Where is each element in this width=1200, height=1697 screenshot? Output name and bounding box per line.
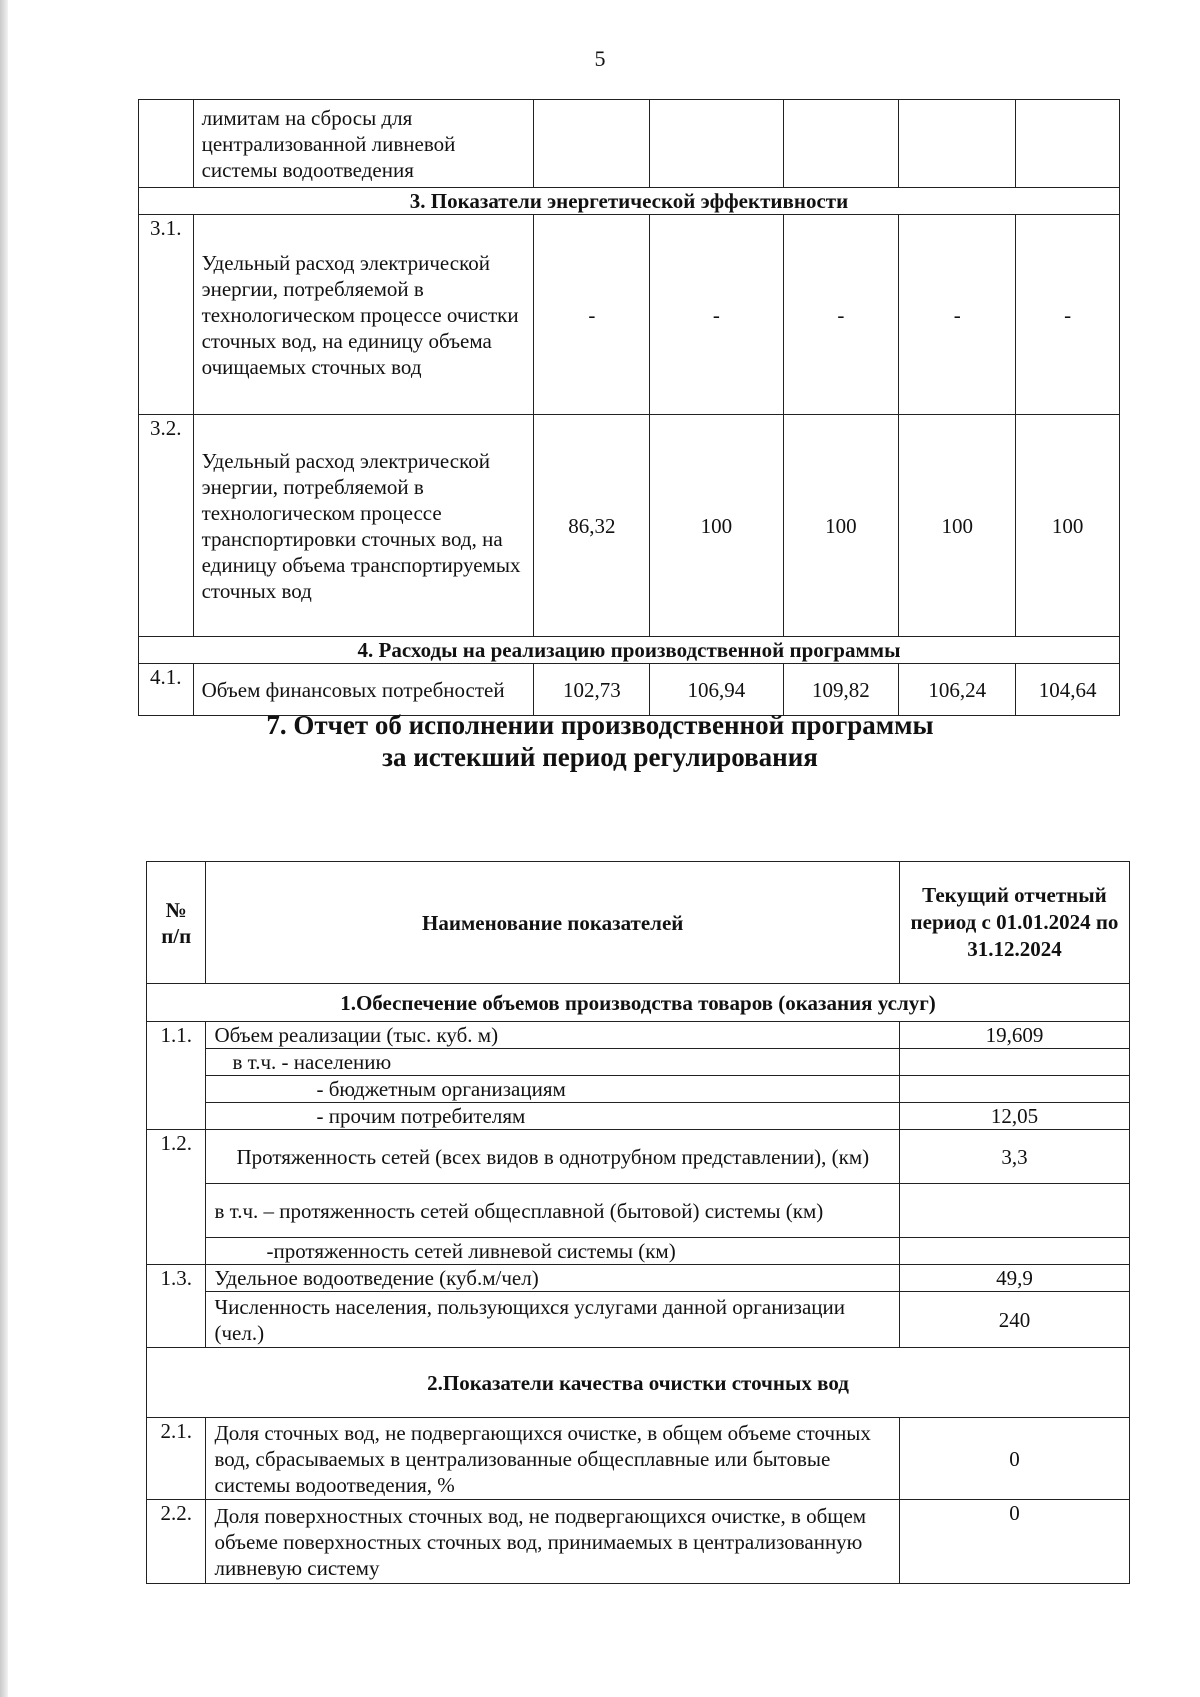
indicator-name: -протяженность сетей ливневой системы (км) (206, 1238, 899, 1265)
program-execution-report-table (146, 861, 1130, 1584)
indicator-name: Удельный расход электрической энергии, потребляемой в технологическом процессе очистки сточных вод, на единицу объема очищаемых сточных вод (193, 215, 534, 415)
table-row (147, 1049, 1130, 1076)
value-cell: - (650, 215, 783, 415)
value-cell: 100 (650, 415, 783, 637)
value-cell: - (1016, 215, 1120, 415)
row-number (139, 100, 194, 188)
table-row (147, 1292, 1130, 1348)
value-cell (650, 100, 783, 188)
value-cell (534, 100, 650, 188)
table-row (147, 1103, 1130, 1130)
indicator-value: 0 (899, 1500, 1129, 1584)
section-row (147, 984, 1130, 1022)
table-row (139, 415, 1120, 637)
row-number: 2.1. (147, 1418, 206, 1500)
indicator-name: - бюджетным организациям (206, 1076, 899, 1103)
indicator-name: Удельное водоотведение (куб.м/чел) (206, 1265, 899, 1292)
table-row (147, 1265, 1130, 1292)
value-cell: - (899, 215, 1016, 415)
indicators-table-continued (138, 99, 1120, 716)
value-cell (783, 100, 899, 188)
indicator-value (899, 1184, 1129, 1238)
value-cell (899, 100, 1016, 188)
section-row (147, 1348, 1130, 1418)
table-row (139, 100, 1120, 188)
table-row (147, 1500, 1130, 1584)
indicator-name: - прочим потребителям (206, 1103, 899, 1130)
indicator-name: Численность населения, пользующихся услугами данной организации (чел.) (206, 1292, 899, 1348)
value-cell: - (783, 215, 899, 415)
indicator-name: Объем реализации (тыс. куб. м) (206, 1022, 899, 1049)
scan-page-edge (0, 0, 8, 1697)
section-row (139, 637, 1120, 664)
indicator-value: 3,3 (899, 1130, 1129, 1184)
indicator-value: 240 (899, 1292, 1129, 1348)
section-7-title-line1: 7. Отчет об исполнении производственной программы (266, 710, 934, 740)
table-row (147, 1418, 1130, 1500)
row-number: 3.2. (139, 415, 194, 637)
table-row (147, 1022, 1130, 1049)
value-cell: 104,64 (1016, 664, 1120, 716)
section-row (139, 188, 1120, 215)
indicator-name: в т.ч. – протяженность сетей общесплавной (бытовой) системы (км) (206, 1184, 899, 1238)
indicator-name: лимитам на сбросы для централизованной ливневой системы водоотведения (193, 100, 534, 188)
row-number: 1.2. (147, 1130, 206, 1265)
table-row (147, 1238, 1130, 1265)
section-title: 3. Показатели энергетической эффективности (139, 188, 1120, 215)
table-row (147, 1130, 1130, 1184)
value-cell: 86,32 (534, 415, 650, 637)
section-7-title-line2: за истекший период регулирования (382, 742, 818, 772)
table-row (147, 1184, 1130, 1238)
value-cell (1016, 100, 1120, 188)
value-cell: - (534, 215, 650, 415)
value-cell: 100 (783, 415, 899, 637)
value-cell: 106,94 (650, 664, 783, 716)
table-row (139, 215, 1120, 415)
indicator-name: в т.ч. - населению (206, 1049, 899, 1076)
indicator-value (899, 1049, 1129, 1076)
section-title: 4. Расходы на реализацию производственной программы (139, 637, 1120, 664)
section-title: 1.Обеспечение объемов производства товаров (оказания услуг) (147, 984, 1130, 1022)
indicator-name: Протяженность сетей (всех видов в однотрубном представлении), (км) (206, 1130, 899, 1184)
value-cell: 102,73 (534, 664, 650, 716)
table-header-row (147, 862, 1130, 984)
row-number: 3.1. (139, 215, 194, 415)
page-number: 5 (594, 46, 606, 71)
row-number: 1.1. (147, 1022, 206, 1130)
indicator-value: 19,609 (899, 1022, 1129, 1049)
row-number: 4.1. (139, 664, 194, 716)
value-cell: 109,82 (783, 664, 899, 716)
header-period: Текущий отчетный период с 01.01.2024 по 31.12.2024 (899, 862, 1129, 984)
indicator-name: Доля поверхностных сточных вод, не подвергающихся очистке, в общем объеме поверхностных сточных вод, принимаемых в централизованную ливневую систему (206, 1500, 899, 1584)
header-num: № п/п (147, 862, 206, 984)
section-title: 2.Показатели качества очистки сточных вод (147, 1348, 1130, 1418)
table-row (147, 1076, 1130, 1103)
row-number: 2.2. (147, 1500, 206, 1584)
indicator-value: 12,05 (899, 1103, 1129, 1130)
indicator-value (899, 1076, 1129, 1103)
indicator-value (899, 1238, 1129, 1265)
row-number: 1.3. (147, 1265, 206, 1348)
indicators-table-body (139, 100, 1120, 716)
header-name: Наименование показателей (206, 862, 899, 984)
value-cell: 100 (899, 415, 1016, 637)
value-cell: 100 (1016, 415, 1120, 637)
indicator-name: Доля сточных вод, не подвергающихся очистке, в общем объеме сточных вод, сбрасываемых в централизованные общесплавные или бытовые системы водоотведения, % (206, 1418, 899, 1500)
indicator-value: 0 (899, 1418, 1129, 1500)
indicator-name: Объем финансовых потребностей (193, 664, 534, 716)
value-cell: 106,24 (899, 664, 1016, 716)
indicator-value: 49,9 (899, 1265, 1129, 1292)
indicator-name: Удельный расход электрической энергии, потребляемой в технологическом процессе транспортировки сточных вод, на единицу объема транспортируемых сточных вод (193, 415, 534, 637)
